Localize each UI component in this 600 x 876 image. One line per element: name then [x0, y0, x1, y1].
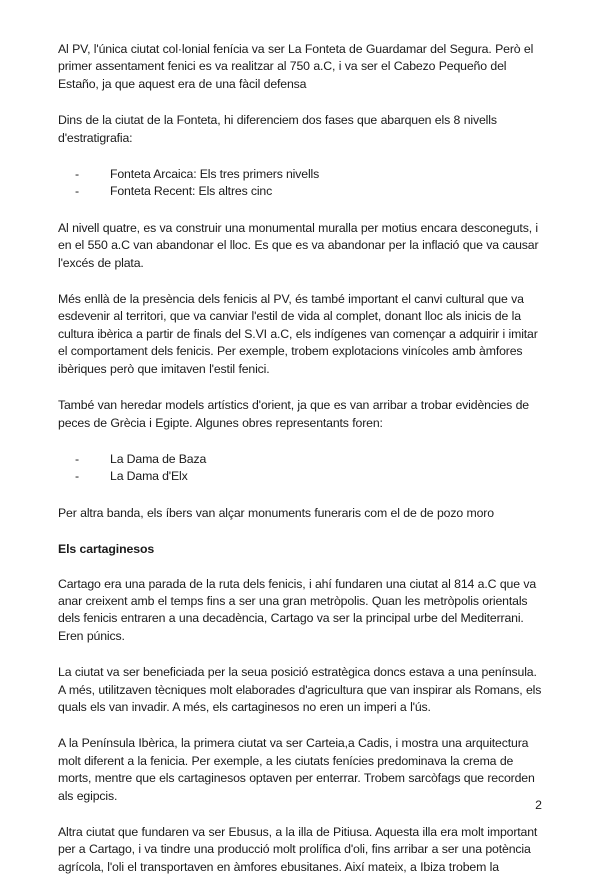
paragraph-monuments-funeraris: Per altra banda, els íbers van alçar monuments funeraris com el de de pozo moro: [58, 505, 494, 520]
paragraph-fonteta-phases: Dins de la ciutat de la Fonteta, hi diferenciem dos fases que abarquen els 8 nivells d'estratigrafia:: [58, 113, 497, 145]
list-dash: -: [75, 469, 79, 484]
paragraph-canvi-cultural: Més enllà de la presència dels fenicis al PV, és també important el canvi cultural que va esdevenir al territori, que va canviar l'estil de vida al complet, donant lloc als inicis de la cultura ibèrica a partir de finals del S.VI a.C, els indígenes van començar a adquirir i imitar el comportament dels fenicis. Per exemple, trobem explotacions vinícoles amb àmfores ibèriques però que imitaven l'estil fenici.: [58, 292, 538, 376]
list-item-text: Fonteta Recent: Els altres cinc: [110, 184, 273, 199]
paragraph-fonteta-intro: Al PV, l'única ciutat col·lonial fenícia va ser La Fonteta de Guardamar del Segura. Però el primer assentament fenici es va realitzar al 750 a.C, i va ser el Cabezo Pequeño del Estaño, ja que aquest era de una fàcil defensa: [58, 42, 534, 91]
list-item: [75, 183, 542, 200]
list-dash: -: [75, 167, 79, 182]
section-heading-cartaginesos: Els cartaginesos: [58, 542, 155, 557]
paragraph-cartago: Cartago era una parada de la ruta dels fenicis, i ahí fundaren una ciutat al 814 a.C que va anar creixent amb el temps fins a ser una gran metròpolis. Quan les metròpolis orientals dels fenicis entraren a una decadència, Cartago va ser la principal urbe del Mediterrani. Eren púnics.: [58, 576, 537, 643]
list-item: [75, 451, 542, 468]
paragraph-ebusus: Altra ciutat que fundaren va ser Ebusus, a la illa de Pitiusa. Aquesta illa era molt important per a Cartago, i va tindre una producció molt prolífica d'oli, fins arribar a ser una potència agrícola, l'oli el transportaven en àmfores ebusitanes. Així mateix, a Ibiza trobem la: [58, 825, 538, 874]
page-number: 2: [535, 798, 542, 812]
list-dash: -: [75, 184, 79, 199]
phases-list: [58, 166, 542, 201]
paragraph-peninsula-iberica: A la Península Ibèrica, la primera ciutat va ser Carteia,a Cadis, i mostra una arquitectura molt diferent a la fenicia. Per exemple, a les ciutats fenícies predominava la crema de morts, mentre que els cartaginesos optaven per enterrar. Trobem sarcòfags que recorden als egipcis.: [58, 736, 535, 803]
list-item: [75, 166, 542, 183]
list-item: [75, 468, 542, 485]
list-item-text: La Dama de Baza: [110, 451, 207, 466]
paragraph-muralla: Al nivell quatre, es va construir una monumental muralla per motius encara desconeguts, i en el 550 a.C van abandonar el lloc. Es que es va abandonar per la inflació que va causar l'excés de plata.: [58, 220, 539, 270]
list-dash: -: [75, 451, 79, 466]
works-list: [58, 451, 542, 486]
paragraph-models-artistics: També van heredar models artístics d'orient, ja que es van arribar a trobar evidències de peces de Grècia i Egipte. Algunes obres representants foren:: [58, 398, 529, 430]
paragraph-posicio-estrategica: La ciutat va ser beneficiada per la seua posició estratègica doncs estava a una península. A més, utilitzaven tècniques molt elaborades d'agricultura que van inspirar als Romans, els quals els van invadir. A més, els cartaginesos no eren un imperi a l'ús.: [58, 665, 542, 714]
list-item-text: La Dama d'Elx: [110, 469, 188, 484]
list-item-text: Fonteta Arcaica: Els tres primers nivells: [110, 167, 320, 182]
